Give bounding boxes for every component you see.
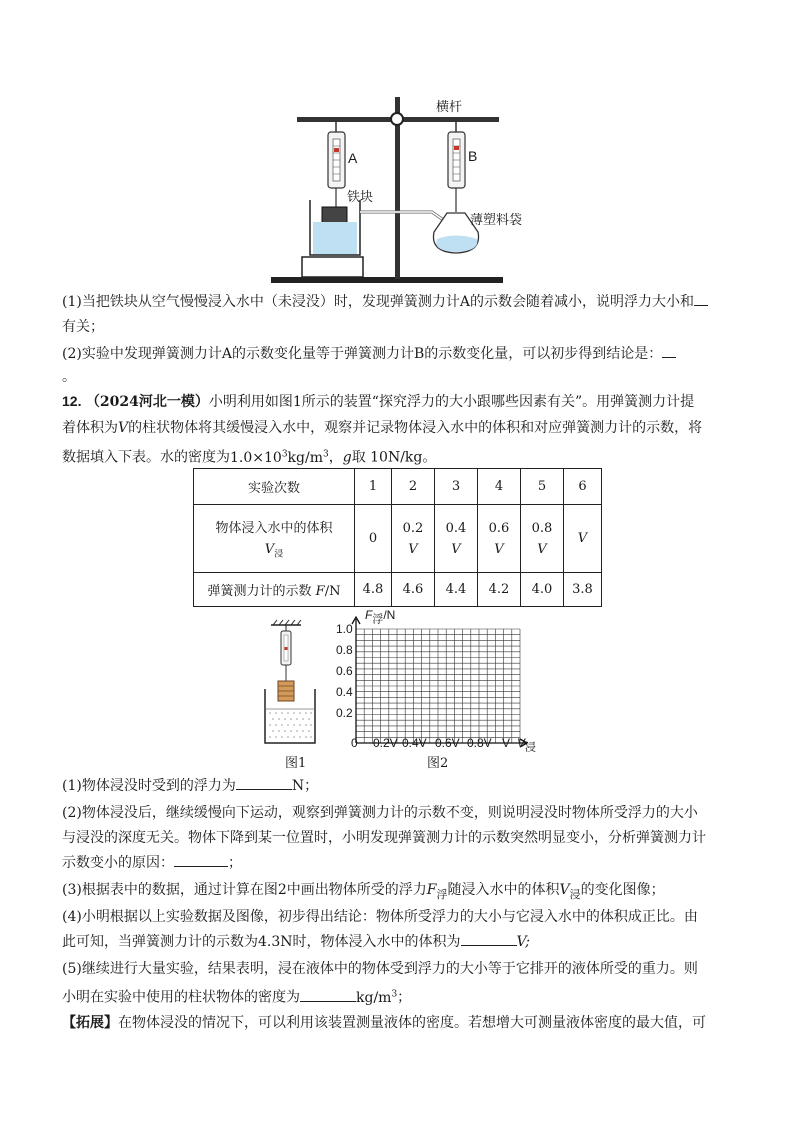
reading-cell: 4.0 bbox=[521, 573, 564, 607]
s1-answer-blank[interactable] bbox=[236, 773, 292, 790]
q11-part2-blank[interactable] bbox=[662, 341, 676, 358]
g-symbol: g bbox=[342, 449, 352, 466]
q11-part1-text: (1)当把铁块从空气慢慢浸入水中（未浸没）时，发现弹簧测力计A的示数会随着减小，说明浮力大小和 bbox=[62, 294, 694, 310]
s5-line1: (5)继续进行大量实验，结果表明，浸在液体中的物体受到浮力的大小等于它排开的液体所受的重力。则 bbox=[62, 961, 698, 977]
stand-base bbox=[271, 277, 503, 283]
q12-line3-c: 取 10N/kg。 bbox=[351, 449, 437, 466]
volume-cell: 0.6 V bbox=[478, 505, 521, 573]
q11-part1-tail: 有关； bbox=[62, 319, 104, 335]
q11-part2-tail: 。 bbox=[62, 369, 76, 385]
s3-text-c: 的变化图像； bbox=[580, 882, 665, 898]
reading-cell: 4.8 bbox=[355, 573, 392, 607]
plastic-bag-label: 薄塑料袋 bbox=[470, 213, 523, 228]
s3-text: (3)根据表中的数据，通过计算在图2中画出物体所受的浮力 bbox=[62, 882, 427, 898]
y-tick-label: 0.6 bbox=[336, 664, 353, 678]
q12-line2-b: 的柱状物体将其缓慢浸入水中，观察并记录物体浸入水中的体积和对应弹簧测力计的示数，将 bbox=[128, 420, 703, 436]
s2-answer-blank[interactable] bbox=[174, 850, 228, 867]
s2-punct: ； bbox=[228, 855, 242, 871]
figure-1-caption: 图1 bbox=[285, 756, 307, 771]
s2-line3: 示数变小的原因： bbox=[62, 855, 174, 871]
x-tick-label: 0.6V bbox=[435, 736, 460, 750]
water-density: $1.0\times 10^3kg/m^3$ bbox=[230, 449, 329, 466]
volume-cell: 0.4 V bbox=[435, 505, 478, 573]
s5-answer-blank[interactable] bbox=[300, 985, 356, 1002]
x-tick-label: 0.8V bbox=[467, 736, 492, 750]
s4-line1: (4)小明根据以上实验数据及图像，初步得出结论：物体所受浮力的大小与它浸入水中的体积成正比。由 bbox=[62, 909, 698, 925]
volume-cell: V bbox=[564, 505, 602, 573]
reading-cell: 4.4 bbox=[435, 573, 478, 607]
s4-unit: V; bbox=[516, 934, 530, 950]
origin-label: 0 bbox=[351, 736, 358, 750]
clamp bbox=[391, 113, 403, 125]
s5-unit: $kg/m^3$ bbox=[356, 989, 398, 1006]
volume-cell: 0.2 V bbox=[392, 505, 435, 573]
q12-line3-a: 数据填入下表。水的密度为 bbox=[62, 449, 230, 466]
label-a: A bbox=[348, 150, 358, 166]
volume-cell: 0.8 V bbox=[521, 505, 564, 573]
s3-v-sub: 浸 bbox=[569, 887, 581, 901]
s2-line2: 与浸没的深度无关。物体下降到某一位置时，小明发现弹簧测力计的示数突然明显变小，分析弹簧测力计 bbox=[62, 830, 706, 846]
trial-2: 2 bbox=[392, 469, 435, 505]
reading-cell: 4.6 bbox=[392, 573, 435, 607]
s1-unit: N； bbox=[291, 778, 319, 794]
y-tick-label: 0.4 bbox=[336, 685, 353, 699]
trial-6: 6 bbox=[564, 469, 602, 505]
reading-cell: 4.2 bbox=[478, 573, 521, 607]
trial-1: 1 bbox=[355, 469, 392, 505]
s4-answer-blank[interactable] bbox=[461, 929, 517, 946]
question-number: 12. bbox=[62, 393, 82, 409]
volume-symbol: V bbox=[118, 420, 129, 436]
x-tick-label: 0.4V bbox=[402, 736, 427, 750]
figure-2-grid bbox=[330, 615, 540, 755]
y-tick-label: 1.0 bbox=[336, 622, 353, 636]
reading-row-label: 弹簧测力计的示数 F/N bbox=[194, 573, 355, 607]
apparatus-figure bbox=[0, 0, 800, 290]
iron-block-label: 铁块 bbox=[347, 190, 374, 205]
crossbar-label: 横杆 bbox=[436, 100, 463, 115]
y-tick-label: 0.2 bbox=[336, 706, 353, 720]
s3-text-b: 随浸入水中的体积 bbox=[447, 882, 560, 898]
x-tick-label: V bbox=[502, 736, 511, 750]
x-tick-label: 0.2V bbox=[373, 736, 398, 750]
q12-line3-b: ， bbox=[328, 449, 343, 466]
q11-part1-blank[interactable] bbox=[694, 289, 708, 306]
y-tick-label: 0.8 bbox=[336, 643, 353, 657]
q12-line1: 小明利用如图1所示的装置“探究浮力的大小跟哪些因素有关”。用弹簧测力计提 bbox=[208, 394, 695, 410]
beaker-stand bbox=[302, 257, 363, 277]
s4-line2: 此可知，当弹簧测力计的示数为4.3N时，物体浸入水中的体积为 bbox=[62, 934, 461, 950]
trial-3: 3 bbox=[435, 469, 478, 505]
table-header-label: 实验次数 bbox=[194, 469, 355, 505]
extension-text: 在物体浸没的情况下，可以利用该装置测量液体的密度。若想增大可测量液体密度的最大值，可 bbox=[118, 1015, 706, 1031]
s2-line1: (2)物体浸没后，继续缓慢向下运动，观察到弹簧测力计的示数不变，则说明浸没时物体所受浮力的大小 bbox=[62, 805, 698, 821]
y-axis-label: $F_浮/N$ bbox=[365, 608, 396, 626]
s5-line2: 小明在实验中使用的柱状物体的密度为 bbox=[62, 989, 300, 1006]
x-axis-label: $V_浸$ bbox=[517, 736, 537, 754]
s3-f-symbol: F bbox=[426, 882, 437, 898]
trial-5: 5 bbox=[521, 469, 564, 505]
figure-1 bbox=[255, 615, 325, 750]
extension-tag: 【拓展】 bbox=[62, 1015, 118, 1031]
label-b: B bbox=[468, 148, 478, 164]
s1-text: (1)物体浸没时受到的浮力为 bbox=[62, 778, 236, 794]
data-table bbox=[193, 468, 602, 607]
s5-punct: ； bbox=[397, 989, 412, 1006]
s3-v-symbol: V bbox=[559, 882, 570, 898]
q12-line2-a: 着体积为 bbox=[62, 420, 118, 436]
trial-4: 4 bbox=[478, 469, 521, 505]
question-source: （2024河北一模） bbox=[85, 394, 209, 410]
q11-part2-text: (2)实验中发现弹簧测力计A的示数变化量等于弹簧测力计B的示数变化量，可以初步得到结论是： bbox=[62, 346, 663, 362]
volume-row-label: 物体浸入水中的体积 $V_浸$ bbox=[194, 505, 355, 573]
volume-cell: 0 bbox=[355, 505, 392, 573]
figure-2-caption: 图2 bbox=[427, 756, 449, 771]
s3-f-sub: 浮 bbox=[436, 887, 448, 901]
reading-cell: 3.8 bbox=[564, 573, 602, 607]
